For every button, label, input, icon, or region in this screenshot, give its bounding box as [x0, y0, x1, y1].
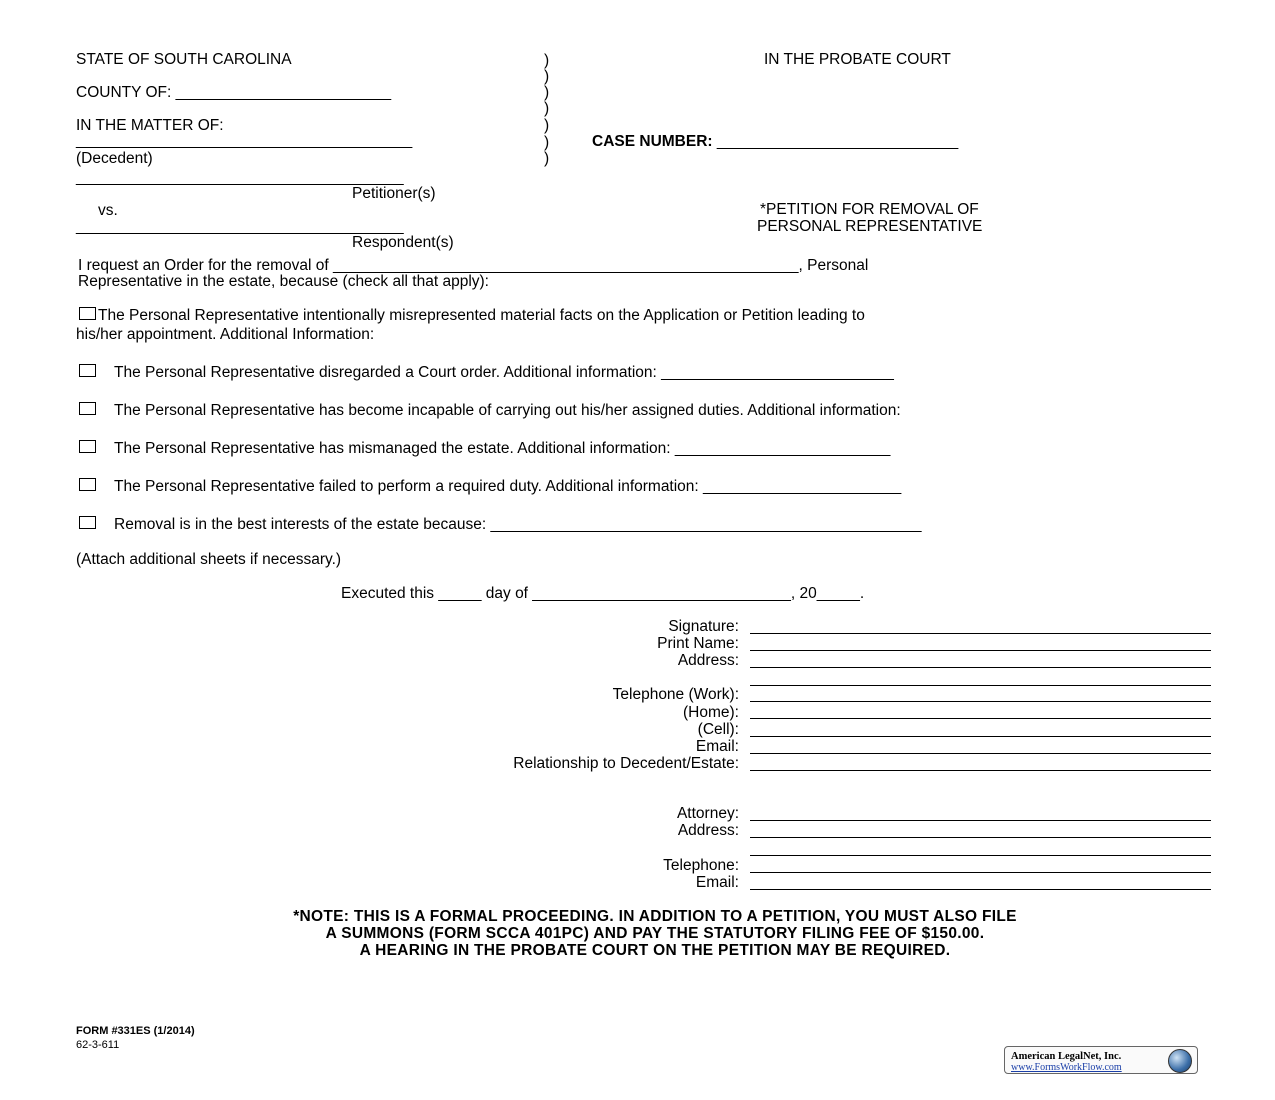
petitioner-line[interactable]: ______________________________________ — [76, 169, 404, 186]
caption-paren: ) — [544, 134, 550, 151]
petitioner-label: Petitioner(s) — [352, 185, 436, 202]
caption-paren: ) — [544, 52, 550, 69]
caption-paren: ) — [544, 150, 550, 167]
reason-checkbox-disregarded-order[interactable] — [79, 364, 96, 377]
matter-line[interactable]: _______________________________________ — [76, 132, 413, 149]
decedent-label: (Decedent) — [76, 150, 153, 167]
case-number-label: CASE NUMBER: — [592, 133, 713, 150]
respondent-line[interactable]: ______________________________________ — [76, 218, 404, 235]
request-line-2: Representative in the estate, because (check all that apply): — [78, 273, 489, 290]
telephone-home-label: (Home): — [683, 704, 739, 721]
note-line-1: *NOTE: THIS IS A FORMAL PROCEEDING. IN ADDITION TO A PETITION, YOU MUST ALSO FILE — [293, 908, 1017, 925]
matter-label: IN THE MATTER OF: — [76, 117, 224, 134]
request-line-1[interactable]: I request an Order for the removal of ______________________________________________________, Personal — [78, 257, 869, 274]
attorney-field[interactable] — [750, 820, 1211, 821]
reason-text: The Personal Representative disregarded a Court order. Additional information: ___________________________ — [114, 364, 894, 381]
telephone-work-field[interactable] — [750, 701, 1211, 702]
email-field[interactable] — [750, 753, 1211, 754]
attorney-telephone-field[interactable] — [750, 872, 1211, 873]
telephone-cell-field[interactable] — [750, 736, 1211, 737]
note-line-3: A HEARING IN THE PROBATE COURT ON THE PETITION MAY BE REQUIRED. — [359, 942, 951, 959]
form-title-line-2: PERSONAL REPRESENTATIVE — [757, 218, 983, 235]
address-label: Address: — [677, 652, 739, 669]
county-field[interactable]: COUNTY OF: _________________________ — [76, 84, 392, 101]
relationship-field[interactable] — [750, 770, 1211, 771]
globe-icon — [1168, 1049, 1192, 1073]
vs-label: vs. — [98, 202, 118, 219]
reason-checkbox-best-interests[interactable] — [79, 516, 96, 529]
signature-field[interactable] — [750, 633, 1211, 634]
reason-checkbox-incapable[interactable] — [79, 402, 96, 415]
reason-text: The Personal Representative has become incapable of carrying out his/her assigned duties. Additional information: — [114, 402, 901, 419]
address-field-2[interactable] — [750, 685, 1211, 686]
email-label: Email: — [695, 738, 739, 755]
state-heading: STATE OF SOUTH CAROLINA — [76, 51, 292, 68]
attorney-address-label: Address: — [677, 822, 739, 839]
form-title-line-1: *PETITION FOR REMOVAL OF — [760, 201, 979, 218]
telephone-cell-label: (Cell): — [697, 721, 739, 738]
caption-paren: ) — [544, 100, 550, 117]
legalnet-logo[interactable] — [1004, 1046, 1198, 1074]
logo-url[interactable]: www.FormsWorkFlow.com — [1011, 1062, 1122, 1073]
caption-paren: ) — [544, 68, 550, 85]
telephone-home-field[interactable] — [750, 718, 1211, 719]
form-number: FORM #331ES (1/2014) — [76, 1025, 195, 1037]
attorney-address-field[interactable] — [750, 837, 1211, 838]
telephone-work-label: Telephone (Work): — [612, 686, 739, 703]
attorney-label: Attorney: — [676, 805, 739, 822]
attorney-email-field[interactable] — [750, 889, 1211, 890]
statute-number: 62-3-611 — [76, 1039, 120, 1051]
caption-paren: ) — [544, 84, 550, 101]
signature-label: Signature: — [668, 618, 739, 635]
reason-text: The Personal Representative failed to perform a required duty. Additional information: _______________________ — [114, 478, 902, 495]
attorney-email-label: Email: — [695, 874, 739, 891]
attorney-telephone-label: Telephone: — [663, 857, 739, 874]
address-field[interactable] — [750, 667, 1211, 668]
reason-text: The Personal Representative intentionally misrepresented material facts on the Application or Petition leading to — [98, 307, 865, 324]
court-heading: IN THE PROBATE COURT — [764, 51, 951, 68]
note-line-2: A SUMMONS (FORM SCCA 401PC) AND PAY THE STATUTORY FILING FEE OF $150.00. — [325, 925, 985, 942]
respondent-label: Respondent(s) — [352, 234, 454, 251]
reason-text: Removal is in the best interests of the estate because: __________________________________________________ — [114, 516, 922, 533]
reason-checkbox-misrepresented[interactable] — [79, 307, 96, 320]
print-name-field[interactable] — [750, 650, 1211, 651]
reason-checkbox-failed-duty[interactable] — [79, 478, 96, 491]
reason-checkbox-mismanaged[interactable] — [79, 440, 96, 453]
reason-text: his/her appointment. Additional Information: — [76, 326, 375, 343]
attorney-address-field-2[interactable] — [750, 855, 1211, 856]
executed-line[interactable]: Executed this _____ day of ______________________________, 20_____. — [341, 585, 865, 602]
case-number-blank[interactable]: ____________________________ — [716, 133, 959, 150]
relationship-label: Relationship to Decedent/Estate: — [513, 755, 739, 772]
logo-name: American LegalNet, Inc. — [1011, 1051, 1122, 1062]
caption-paren: ) — [544, 117, 550, 134]
case-number[interactable] — [592, 134, 958, 150]
attach-note: (Attach additional sheets if necessary.) — [76, 551, 342, 568]
print-name-label: Print Name: — [657, 635, 739, 652]
reason-text: The Personal Representative has mismanaged the estate. Additional information: _________________________ — [114, 440, 891, 457]
